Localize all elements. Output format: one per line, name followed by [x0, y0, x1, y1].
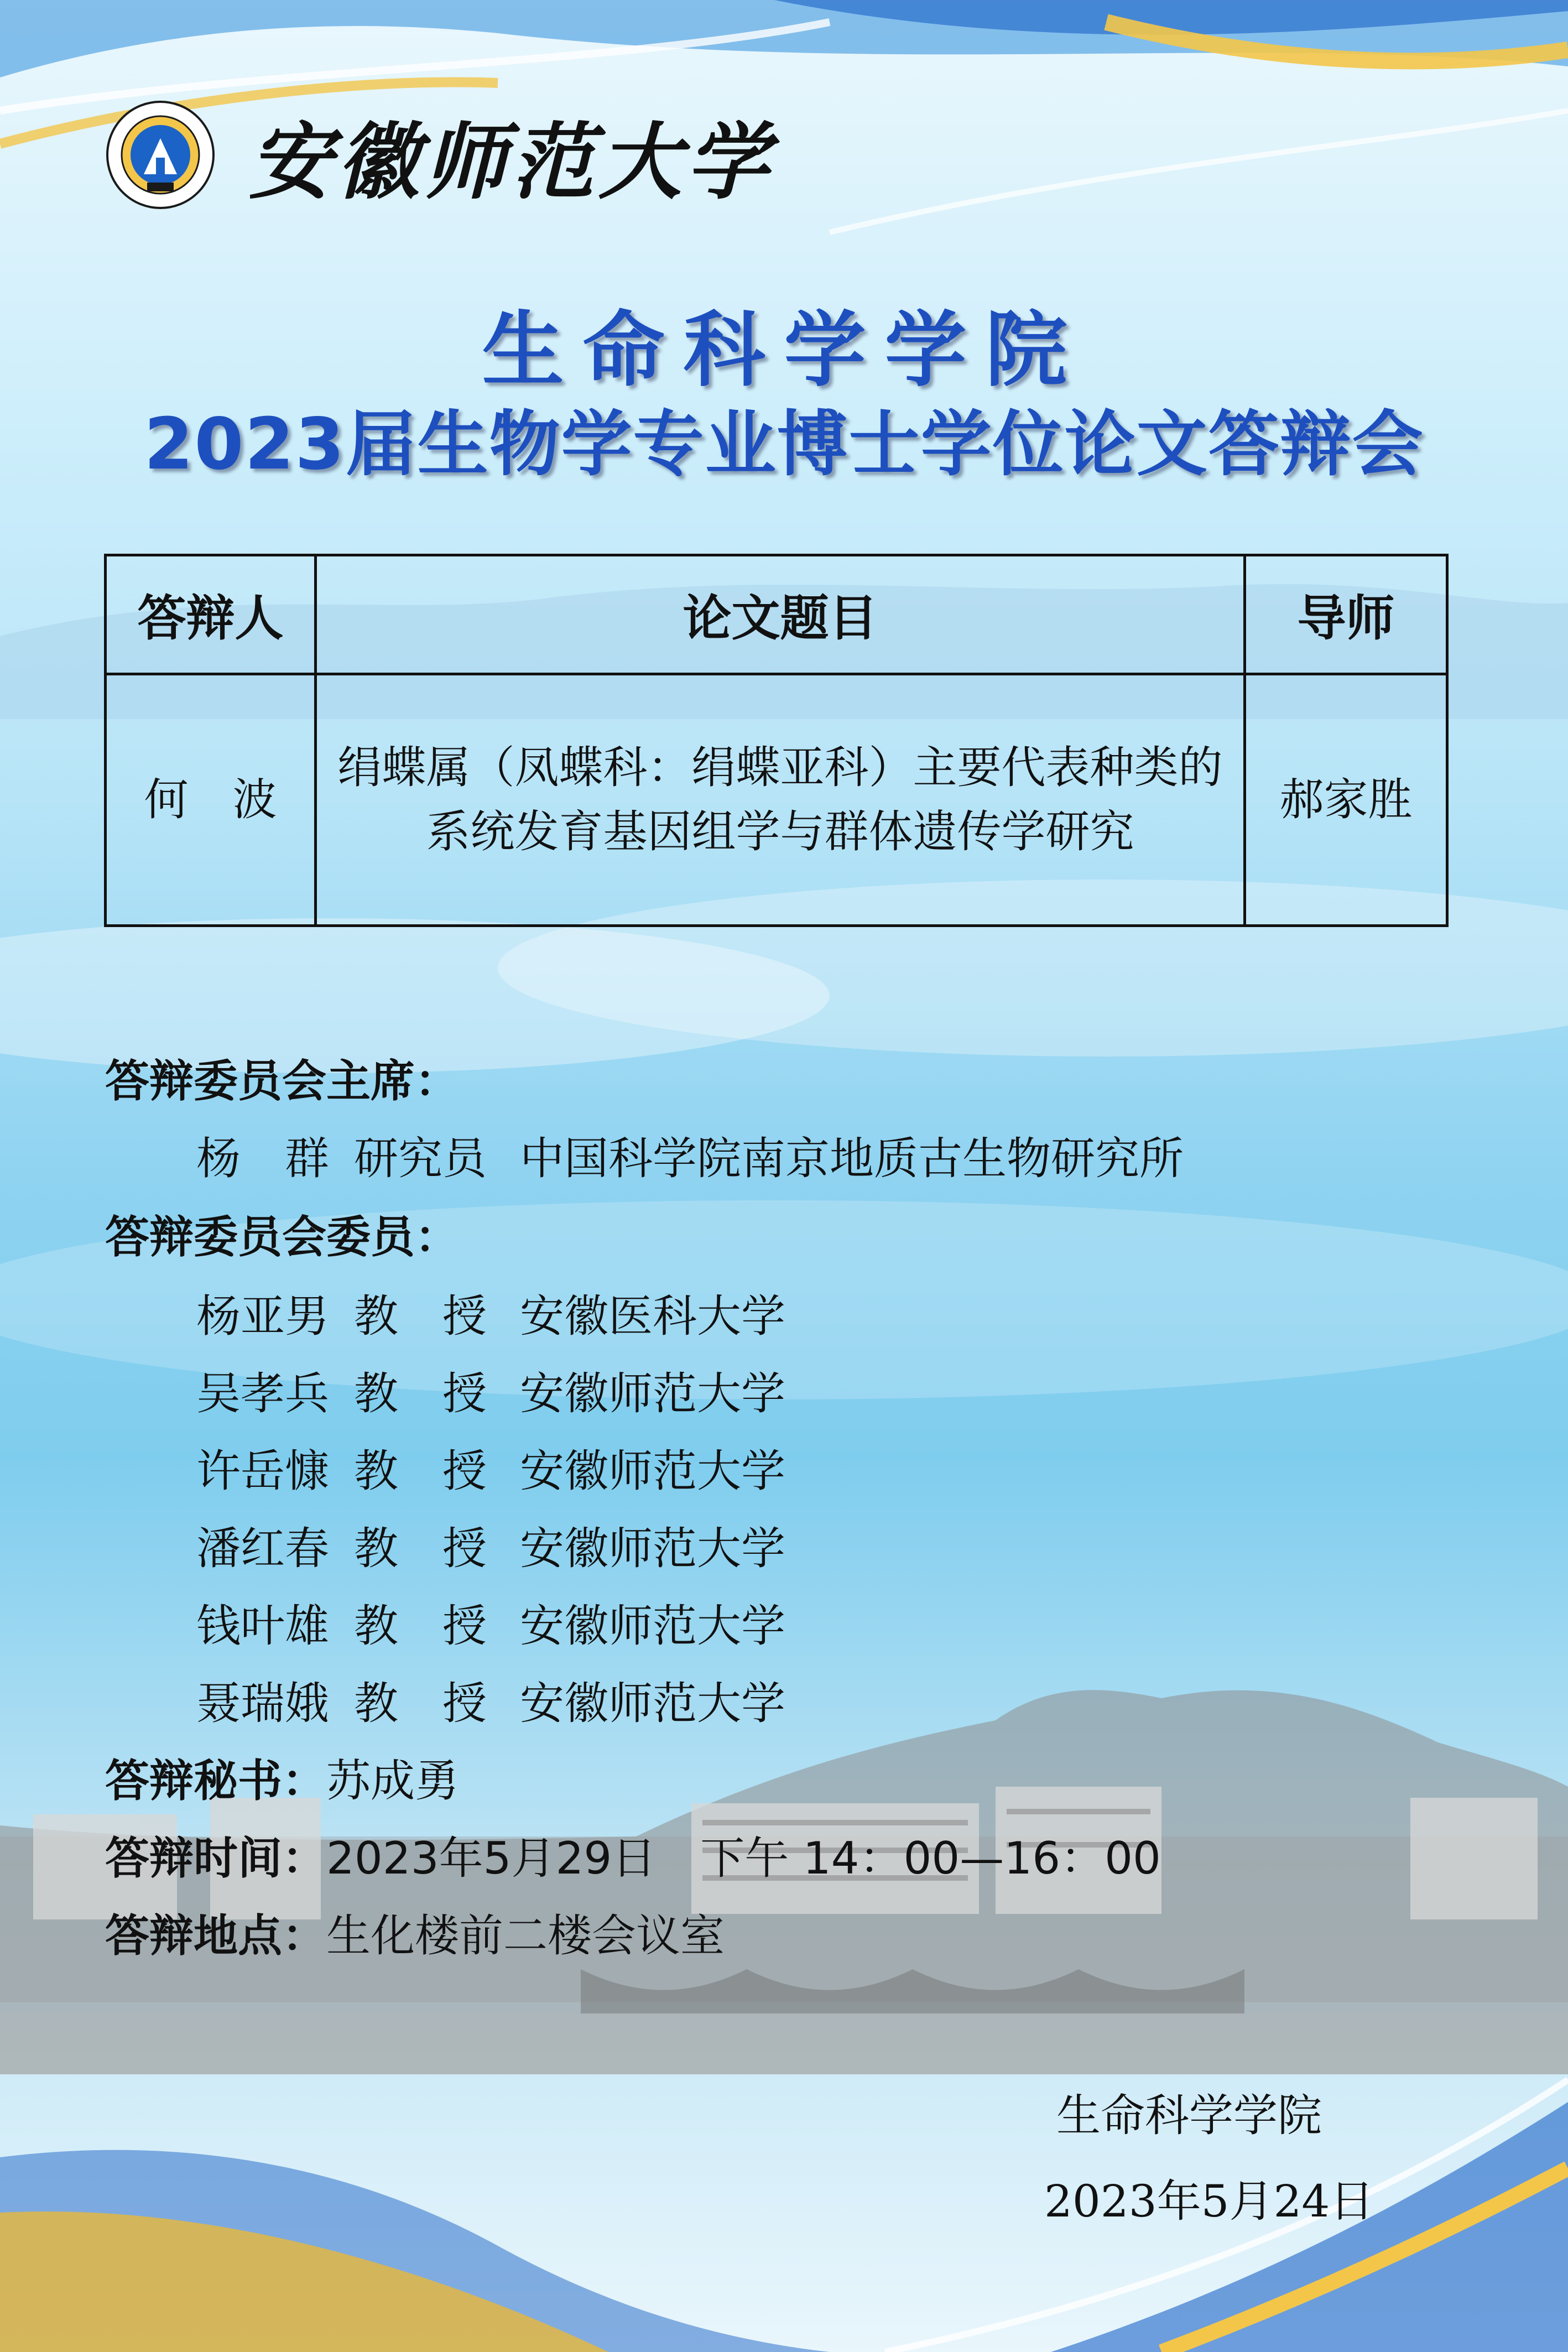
time-label: 答辩时间：: [105, 1833, 326, 1884]
member-row: [196, 1281, 785, 1344]
member-name: 吴孝兵: [196, 1368, 329, 1419]
university-seal-icon: [105, 100, 216, 210]
defense-table: [104, 554, 1449, 927]
location-row: [105, 1900, 725, 1964]
member-title: 教 授: [354, 1368, 487, 1419]
member-row: [196, 1513, 785, 1576]
location-label: 答辩地点：: [105, 1910, 326, 1961]
member-name: 许岳慷: [196, 1445, 329, 1497]
signature-date: 2023年5月24日: [1044, 2176, 1374, 2227]
advisor-cell: 郝家胜: [1245, 674, 1447, 926]
secretary-row: [105, 1745, 459, 1809]
table-header-row: [106, 555, 1447, 674]
table-row: [106, 674, 1447, 926]
member-title: 教 授: [354, 1523, 487, 1574]
secretary-label: 答辩秘书：: [105, 1755, 326, 1807]
member-affiliation: 安徽师范大学: [520, 1678, 785, 1729]
member-row: [196, 1590, 785, 1654]
university-name: 安徽师范大学: [249, 113, 774, 211]
member-name: 聂瑞娥: [196, 1678, 329, 1729]
thesis-cell: [316, 674, 1245, 926]
member-affiliation: 安徽师范大学: [520, 1600, 785, 1652]
member-title: 教 授: [354, 1600, 487, 1652]
secretary-name: 苏成勇: [326, 1755, 459, 1807]
chair-affiliation: 中国科学院南京地质古生物研究所: [520, 1133, 1184, 1184]
member-name: 杨亚男: [196, 1291, 329, 1342]
college-title: 生命科学学院: [482, 303, 1086, 398]
member-affiliation: 安徽医科大学: [520, 1291, 785, 1342]
chair-row: [196, 1123, 1184, 1187]
member-affiliation: 安徽师范大学: [520, 1523, 785, 1574]
member-row: [196, 1668, 785, 1731]
signature-organization: 生命科学学院: [1056, 2090, 1322, 2141]
time-row: [105, 1823, 1161, 1886]
chair-title: 研究员: [354, 1133, 487, 1184]
member-name: 钱叶雄: [196, 1600, 329, 1652]
chair-name: 杨 群: [196, 1133, 329, 1184]
header-thesis: 论文题目: [316, 555, 1245, 674]
member-affiliation: 安徽师范大学: [520, 1368, 785, 1419]
member-affiliation: 安徽师范大学: [520, 1445, 785, 1497]
candidate-cell: 何 波: [106, 674, 316, 926]
member-row: [196, 1435, 785, 1499]
header-advisor: 导师: [1245, 555, 1447, 674]
thesis-line-2: 系统发育基因组学与群体遗传学研究: [426, 806, 1134, 857]
thesis-line-1: 绢蝶属（凤蝶科：绢蝶亚科）主要代表种类的: [337, 742, 1223, 793]
time-value: 2023年5月29日 下午 14：00—16：00: [326, 1833, 1161, 1884]
member-row: [196, 1358, 785, 1422]
event-title: 2023届生物学专业博士学位论文答辩会: [144, 403, 1424, 486]
member-title: 教 授: [354, 1291, 487, 1342]
members-label: 答辩委员会委员：: [105, 1211, 459, 1263]
header-candidate: 答辩人: [106, 555, 316, 674]
member-title: 教 授: [354, 1445, 487, 1497]
chair-label: 答辩委员会主席：: [105, 1055, 459, 1107]
member-title: 教 授: [354, 1678, 487, 1729]
location-value: 生化楼前二楼会议室: [326, 1910, 725, 1961]
header: [105, 100, 773, 210]
member-name: 潘红春: [196, 1523, 329, 1574]
